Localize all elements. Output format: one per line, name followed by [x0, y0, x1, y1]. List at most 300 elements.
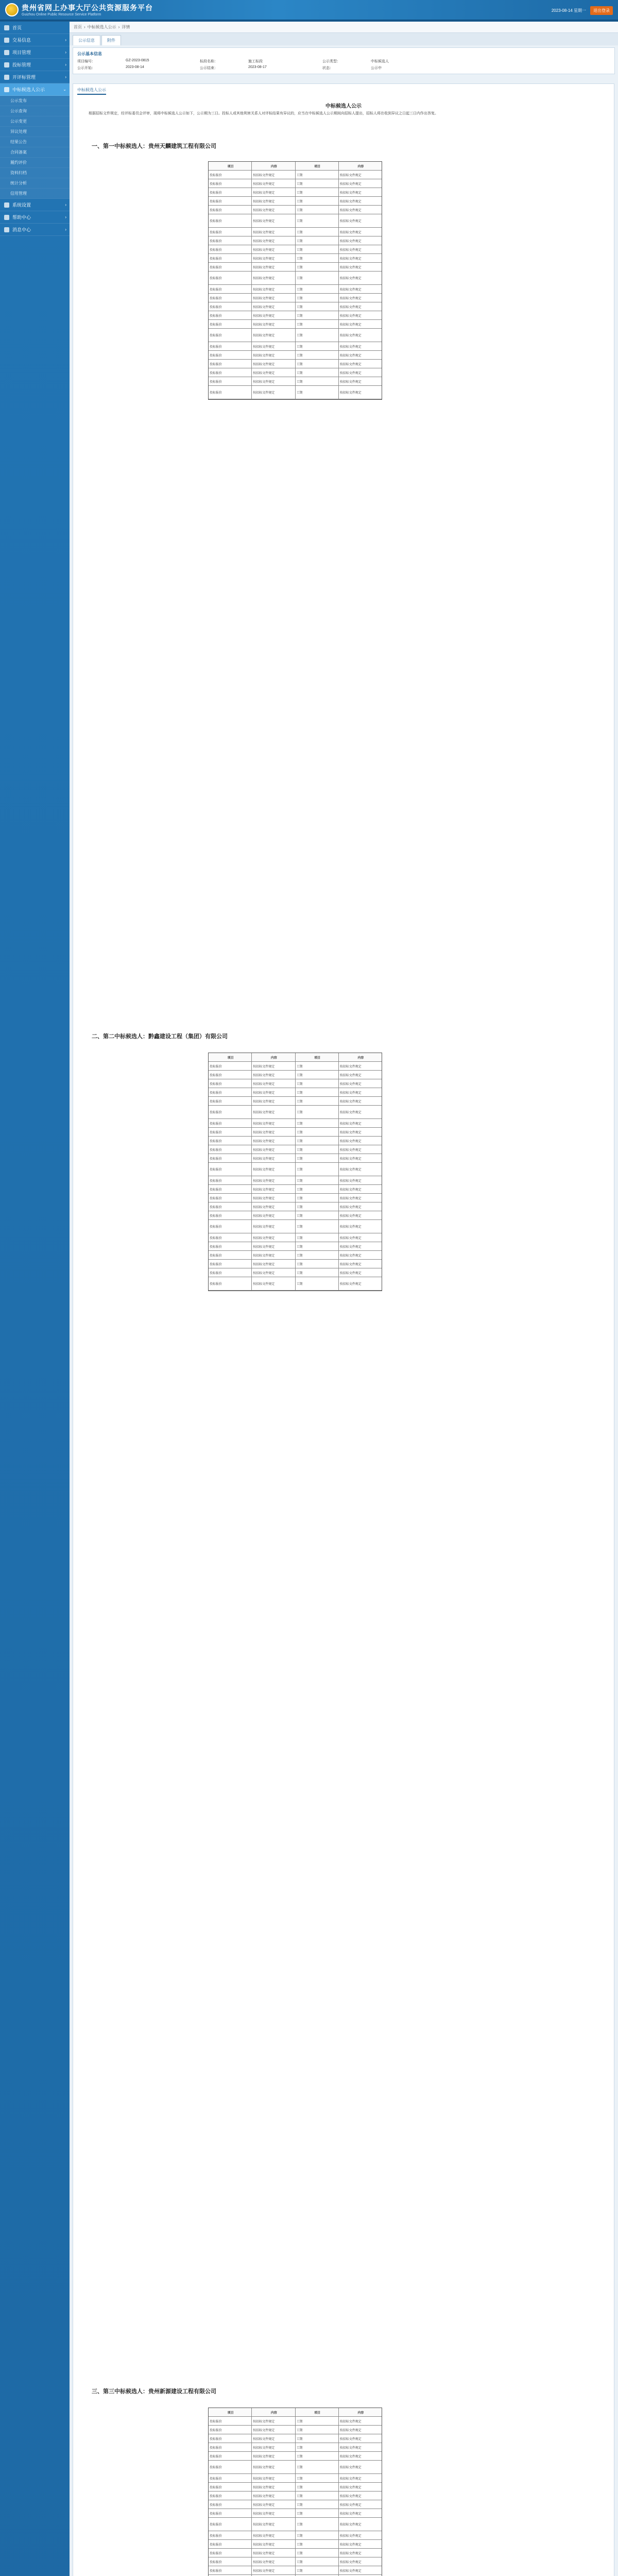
table-cell: 投标报价 — [209, 386, 252, 399]
table-cell: 工期 — [296, 2483, 339, 2491]
table-cell: 工期 — [296, 197, 339, 205]
table-cell: 按招标文件规定 — [252, 206, 295, 214]
candidate-table — [208, 1053, 382, 1291]
table-cell: 按招标文件规定 — [339, 2569, 362, 2573]
table-cell: 投标报价 — [209, 2509, 252, 2517]
table-row — [209, 368, 382, 377]
table-row — [209, 2461, 382, 2474]
table-cell: 按招标文件规定 — [252, 263, 295, 271]
table-cell: 按招标文件规定 — [252, 1211, 295, 1219]
table-cell: 投标报价 — [209, 1251, 252, 1259]
sidebar-item-projects[interactable]: 项目管理 › — [0, 46, 70, 59]
table-cell: 投标报价 — [209, 2417, 252, 2425]
table-cell: 投标报价 — [209, 368, 252, 377]
table-cell: 投标报价 — [209, 2531, 252, 2539]
table-cell: 投标报价 — [209, 2443, 252, 2451]
table-cell: 按招标文件规定 — [339, 209, 362, 212]
table-row — [209, 1088, 382, 1097]
field-label: 公示结束： — [200, 66, 218, 70]
table-cell: 按招标文件规定 — [252, 245, 295, 253]
logout-button[interactable]: 退出登录 — [590, 6, 613, 15]
table-header-cell: 项目 — [209, 162, 252, 170]
table-cell: 按招标文件规定 — [339, 2429, 362, 2432]
table-cell: 投标报价 — [209, 228, 252, 236]
table-row — [209, 2518, 382, 2531]
table-cell: 工期 — [296, 1071, 339, 1079]
table-cell: 按招标文件规定 — [252, 294, 295, 302]
table-row — [209, 1277, 382, 1291]
table-cell: 按招标文件规定 — [339, 220, 362, 223]
table-cell: 投标报价 — [209, 2566, 252, 2574]
sidebar-subitem[interactable]: 异议处理 — [0, 127, 70, 137]
table-cell: 按招标文件规定 — [252, 2531, 295, 2539]
table-cell: 投标报价 — [209, 2461, 252, 2473]
table-header-cell: 项目 — [296, 1053, 339, 1061]
table-cell: 按招标文件规定 — [339, 1131, 362, 1134]
table-row — [209, 386, 382, 399]
sidebar-item-candidate-notice[interactable]: 中标候选人公示 ⌄ — [0, 83, 70, 96]
table-cell: 按招标文件规定 — [252, 2557, 295, 2566]
table-cell: 按招标文件规定 — [252, 2434, 295, 2443]
table-cell: 按招标文件规定 — [252, 228, 295, 236]
field-label: 状态： — [322, 66, 333, 70]
table-cell: 按招标文件规定 — [339, 1206, 362, 1209]
table-row — [209, 1119, 382, 1128]
table-row — [209, 342, 382, 351]
table-header-cell: 项目 — [209, 2408, 252, 2416]
table-cell: 工期 — [296, 2500, 339, 2509]
table-cell: 按招标文件规定 — [339, 2486, 362, 2489]
table-cell: 按招标文件规定 — [339, 2446, 362, 2450]
table-cell: 投标报价 — [209, 285, 252, 293]
table-cell: 按招标文件规定 — [252, 1137, 295, 1145]
candidate-table — [208, 2408, 382, 2576]
sidebar-item-help[interactable]: 帮助中心 › — [0, 211, 70, 224]
table-row — [209, 228, 382, 236]
table-row — [209, 320, 382, 329]
table-cell: 工期 — [296, 236, 339, 245]
table-row — [209, 1097, 382, 1106]
gavel-icon — [4, 75, 9, 80]
table-cell: 工期 — [296, 1088, 339, 1096]
table-cell: 按招标文件规定 — [339, 1148, 362, 1152]
table-cell: 按招标文件规定 — [252, 1154, 295, 1162]
table-cell: 投标报价 — [209, 2518, 252, 2531]
table-row — [209, 2531, 382, 2540]
chevron-right-icon: › — [65, 50, 66, 55]
table-cell: 按招标文件规定 — [252, 386, 295, 399]
table-cell: 按招标文件规定 — [339, 257, 362, 261]
table-cell: 工期 — [296, 2518, 339, 2531]
table-cell: 按招标文件规定 — [252, 2549, 295, 2557]
table-cell: 工期 — [296, 179, 339, 188]
table-cell: 工期 — [296, 1211, 339, 1219]
table-row — [209, 1163, 382, 1176]
table-cell: 按招标文件规定 — [339, 345, 362, 349]
table-cell: 工期 — [296, 377, 339, 385]
table-cell: 投标报价 — [209, 2500, 252, 2509]
table-cell: 按招标文件规定 — [339, 2455, 362, 2459]
sidebar-subitem[interactable]: 合同备案 — [0, 147, 70, 158]
table-row — [209, 206, 382, 214]
table-cell: 按招标文件规定 — [339, 306, 362, 309]
table-cell: 按招标文件规定 — [339, 2503, 362, 2507]
table-cell: 按招标文件规定 — [252, 2474, 295, 2482]
table-cell: 工期 — [296, 1062, 339, 1070]
table-cell: 按招标文件规定 — [252, 2452, 295, 2460]
table-header-row — [209, 162, 382, 171]
table-cell: 工期 — [296, 342, 339, 350]
table-cell: 工期 — [296, 1260, 339, 1268]
table-cell: 按招标文件规定 — [252, 2426, 295, 2434]
table-cell: 工期 — [296, 2531, 339, 2539]
table-cell: 投标报价 — [209, 1097, 252, 1105]
chevron-right-icon: › — [65, 215, 66, 219]
table-cell: 投标报价 — [209, 1106, 252, 1118]
table-cell: 按招标文件规定 — [252, 377, 295, 385]
header-clock: 2023-08-14 星期一 — [551, 8, 586, 13]
sidebar-item-settings[interactable]: 系统设置 › — [0, 199, 70, 211]
tab-notice-info[interactable]: 公示信息 — [73, 35, 100, 45]
table-cell: 投标报价 — [209, 2557, 252, 2566]
section-heading: 二、第二中标候选人：黔鑫建设工程（集团）有限公司 — [92, 1033, 228, 1040]
table-header-cell: 内容 — [339, 2408, 382, 2416]
table-cell: 投标报价 — [209, 188, 252, 196]
table-cell: 投标报价 — [209, 1233, 252, 1242]
table-cell: 按招标文件规定 — [252, 1277, 295, 1290]
field-label: 项目编号： — [77, 60, 95, 63]
table-cell: 投标报价 — [209, 377, 252, 385]
table-header-row — [209, 2408, 382, 2417]
table-cell: 按招标文件规定 — [252, 302, 295, 311]
table-cell: 工期 — [296, 1097, 339, 1105]
table-cell: 工期 — [296, 171, 339, 179]
table-cell: 工期 — [296, 2417, 339, 2425]
table-cell: 按招标文件规定 — [252, 2540, 295, 2548]
table-cell: 工期 — [296, 206, 339, 214]
table-header-cell: 内容 — [252, 2408, 295, 2416]
table-cell: 工期 — [296, 214, 339, 227]
table-row — [209, 377, 382, 386]
table-cell: 按招标文件规定 — [339, 2512, 362, 2516]
table-row — [209, 2443, 382, 2452]
table-header-cell: 内容 — [339, 1053, 382, 1061]
table-row — [209, 214, 382, 228]
table-cell: 按招标文件规定 — [339, 277, 362, 280]
table-cell: 工期 — [296, 1251, 339, 1259]
table-cell: 按招标文件规定 — [339, 297, 362, 300]
field-label: 公示开始： — [77, 66, 95, 70]
table-row — [209, 302, 382, 311]
table-cell: 按招标文件规定 — [252, 2443, 295, 2451]
breadcrumb-item[interactable]: 中标候选人公示 — [87, 25, 116, 29]
table-header-cell: 内容 — [252, 1053, 295, 1061]
table-cell: 投标报价 — [209, 1202, 252, 1211]
table-row — [209, 1220, 382, 1233]
table-cell: 工期 — [296, 2434, 339, 2443]
table-cell: 按招标文件规定 — [252, 1128, 295, 1136]
table-cell: 投标报价 — [209, 1154, 252, 1162]
table-cell: 按招标文件规定 — [252, 2492, 295, 2500]
table-cell: 投标报价 — [209, 179, 252, 188]
sidebar-subitem[interactable]: 公示变更 — [0, 116, 70, 127]
table-cell: 按招标文件规定 — [252, 311, 295, 319]
table-cell: 按招标文件规定 — [339, 288, 362, 292]
table-cell: 按招标文件规定 — [339, 191, 362, 195]
sidebar-subitem[interactable]: 统计分析 — [0, 178, 70, 189]
table-header-row — [209, 1053, 382, 1062]
field-label: 公示类型： — [322, 60, 340, 63]
table-cell: 按招标文件规定 — [252, 1088, 295, 1096]
table-cell: 工期 — [296, 1277, 339, 1290]
sidebar-item-home[interactable]: 首页 — [0, 22, 70, 34]
table-row — [209, 1211, 382, 1220]
table-cell: 按招标文件规定 — [339, 1140, 362, 1143]
table-row — [209, 1145, 382, 1154]
table-cell: 工期 — [296, 1194, 339, 1202]
table-cell: 按招标文件规定 — [252, 1071, 295, 1079]
table-cell: 工期 — [296, 2549, 339, 2557]
table-cell: 按招标文件规定 — [339, 182, 362, 186]
table-cell: 按招标文件规定 — [252, 188, 295, 196]
table-cell: 按招标文件规定 — [252, 2518, 295, 2531]
table-cell: 按招标文件规定 — [339, 1111, 362, 1114]
table-cell: 工期 — [296, 329, 339, 342]
table-row — [209, 254, 382, 263]
table-cell: 工期 — [296, 2443, 339, 2451]
table-cell: 工期 — [296, 228, 339, 236]
table-cell: 按招标文件规定 — [252, 2566, 295, 2574]
table-cell: 按招标文件规定 — [339, 2466, 362, 2469]
table-cell: 投标报价 — [209, 2426, 252, 2434]
document-panel — [73, 83, 614, 2576]
table-cell: 按招标文件规定 — [252, 1062, 295, 1070]
table-row — [209, 2509, 382, 2518]
table-cell: 工期 — [296, 1220, 339, 1233]
table-cell: 投标报价 — [209, 206, 252, 214]
table-cell: 工期 — [296, 2557, 339, 2566]
table-cell: 按招标文件规定 — [252, 360, 295, 368]
table-cell: 按招标文件规定 — [339, 2420, 362, 2424]
table-cell: 投标报价 — [209, 236, 252, 245]
table-cell: 按招标文件规定 — [252, 1097, 295, 1105]
chevron-right-icon: › — [65, 38, 66, 42]
table-cell: 按招标文件规定 — [339, 2523, 362, 2527]
table-row — [209, 2426, 382, 2434]
table-row — [209, 285, 382, 294]
table-cell: 按招标文件规定 — [252, 1163, 295, 1176]
sidebar-subitem[interactable]: 公示查询 — [0, 106, 70, 116]
field-value: 公示中 — [371, 66, 382, 70]
table-cell: 按招标文件规定 — [339, 323, 362, 327]
table-cell: 按招标文件规定 — [339, 2552, 362, 2555]
chevron-right-icon: › — [65, 202, 66, 207]
document-intro: 根据招标文件规定，经评标委员会评审，现将中标候选人公示如下，公示期为三日。投标人或其他利害关系人对评标结果有异议的，应当在中标候选人公示期间向招标人提出，招标人将在收到异议之日起三日内作出答复。 — [89, 112, 438, 115]
table-cell: 投标报价 — [209, 197, 252, 205]
table-cell: 按招标文件规定 — [339, 1197, 362, 1200]
table-cell: 工期 — [296, 2566, 339, 2574]
table-cell: 按招标文件规定 — [339, 380, 362, 384]
table-cell: 投标报价 — [209, 214, 252, 227]
table-cell: 工期 — [296, 245, 339, 253]
table-row — [209, 329, 382, 342]
table-cell: 按招标文件规定 — [252, 329, 295, 342]
table-cell: 工期 — [296, 311, 339, 319]
field-value: 中标候选人 — [371, 60, 389, 63]
table-cell: 投标报价 — [209, 1176, 252, 1184]
table-cell: 工期 — [296, 2452, 339, 2460]
table-cell: 按招标文件规定 — [339, 354, 362, 358]
table-cell: 按招标文件规定 — [252, 1079, 295, 1088]
sidebar-subitem[interactable]: 信用管理 — [0, 189, 70, 199]
main-content — [70, 22, 618, 2576]
document-tab[interactable]: 中标候选人公示 — [77, 87, 106, 95]
table-row — [209, 2417, 382, 2426]
table-row — [209, 2500, 382, 2509]
table-cell: 工期 — [296, 1128, 339, 1136]
table-header-cell: 内容 — [252, 162, 295, 170]
table-row — [209, 294, 382, 302]
table-cell: 投标报价 — [209, 1260, 252, 1268]
table-cell: 投标报价 — [209, 1242, 252, 1250]
table-cell: 工期 — [296, 1202, 339, 1211]
table-cell: 投标报价 — [209, 171, 252, 179]
table-cell: 投标报价 — [209, 320, 252, 328]
table-cell: 投标报价 — [209, 329, 252, 342]
table-cell: 按招标文件规定 — [252, 2461, 295, 2473]
table-cell: 按招标文件规定 — [252, 1106, 295, 1118]
notice-icon — [4, 87, 9, 92]
sidebar-item-messages[interactable]: 消息中心 › — [0, 224, 70, 236]
tab-bar — [70, 33, 618, 45]
table-cell: 按招标文件规定 — [252, 1268, 295, 1277]
table-header-cell: 项目 — [296, 162, 339, 170]
candidate-table — [208, 161, 382, 400]
table-cell: 投标报价 — [209, 254, 252, 262]
table-row — [209, 245, 382, 254]
table-row — [209, 1268, 382, 1277]
emblem-icon — [5, 3, 19, 16]
site-logo[interactable] — [5, 3, 153, 16]
table-row — [209, 2492, 382, 2500]
sidebar-subitem[interactable]: 公示发布 — [0, 96, 70, 106]
table-cell: 工期 — [296, 2426, 339, 2434]
table-row — [209, 1242, 382, 1251]
table-cell: 工期 — [296, 285, 339, 293]
table-row — [209, 1154, 382, 1163]
section-heading: 一、第一中标候选人：贵州天麟建筑工程有限公司 — [92, 143, 216, 149]
table-cell: 投标报价 — [209, 1145, 252, 1154]
table-cell: 工期 — [296, 1106, 339, 1118]
table-cell: 投标报价 — [209, 1062, 252, 1070]
table-cell: 工期 — [296, 368, 339, 377]
sidebar-subitem[interactable]: 履约评价 — [0, 158, 70, 168]
table-cell: 投标报价 — [209, 1277, 252, 1290]
site-title: 贵州省网上办事大厅公共资源服务平台 — [22, 4, 153, 12]
table-cell: 投标报价 — [209, 311, 252, 319]
tab-attachments[interactable]: 附件 — [101, 35, 121, 45]
table-cell: 按招标文件规定 — [252, 351, 295, 359]
table-cell: 按招标文件规定 — [339, 2561, 362, 2564]
table-cell: 按招标文件规定 — [339, 174, 362, 177]
table-cell: 投标报价 — [209, 1163, 252, 1176]
table-cell: 工期 — [296, 1137, 339, 1145]
sidebar-item-evaluation[interactable]: 开评标管理 › — [0, 71, 70, 83]
table-cell: 按招标文件规定 — [252, 197, 295, 205]
sidebar-item-bids[interactable]: 投标管理 › — [0, 59, 70, 71]
table-row — [209, 2540, 382, 2549]
table-row — [209, 2483, 382, 2492]
table-cell: 按招标文件规定 — [252, 179, 295, 188]
table-cell: 按招标文件规定 — [339, 2477, 362, 2481]
sidebar-subitem[interactable]: 结果公告 — [0, 137, 70, 147]
table-row — [209, 179, 382, 188]
doc-icon — [4, 62, 9, 67]
table-cell: 投标报价 — [209, 1268, 252, 1277]
table-cell: 按招标文件规定 — [252, 2483, 295, 2491]
table-cell: 投标报价 — [209, 2474, 252, 2482]
table-cell: 工期 — [296, 254, 339, 262]
table-cell: 按招标文件规定 — [252, 342, 295, 350]
table-cell: 投标报价 — [209, 1211, 252, 1219]
sidebar-subitem[interactable]: 资料归档 — [0, 168, 70, 178]
table-cell: 投标报价 — [209, 245, 252, 253]
table-cell: 工期 — [296, 294, 339, 302]
table-cell: 按招标文件规定 — [339, 2543, 362, 2547]
table-cell: 按招标文件规定 — [252, 1242, 295, 1250]
table-cell: 投标报价 — [209, 2540, 252, 2548]
sidebar-item-trade-info[interactable]: 交易信息 › — [0, 34, 70, 46]
table-header-cell: 项目 — [296, 2408, 339, 2416]
table-row — [209, 1137, 382, 1145]
table-cell: 按招标文件规定 — [339, 200, 362, 204]
table-cell: 按招标文件规定 — [339, 363, 362, 366]
table-cell: 工期 — [296, 2474, 339, 2482]
table-row — [209, 263, 382, 272]
table-row — [209, 188, 382, 197]
table-cell: 投标报价 — [209, 2434, 252, 2443]
table-cell: 按招标文件规定 — [252, 171, 295, 179]
table-row — [209, 1071, 382, 1079]
table-cell: 投标报价 — [209, 351, 252, 359]
table-cell: 按招标文件规定 — [252, 1260, 295, 1268]
table-cell: 投标报价 — [209, 1194, 252, 1202]
table-cell: 投标报价 — [209, 2483, 252, 2491]
table-cell: 工期 — [296, 1268, 339, 1277]
help-icon — [4, 215, 9, 220]
table-row — [209, 360, 382, 368]
folder-icon — [4, 50, 9, 55]
breadcrumb-item[interactable]: 首页 — [74, 25, 82, 29]
table-cell: 投标报价 — [209, 1128, 252, 1136]
table-cell: 工期 — [296, 1154, 339, 1162]
table-cell: 按招标文件规定 — [252, 2509, 295, 2517]
table-row — [209, 171, 382, 179]
table-cell: 投标报价 — [209, 302, 252, 311]
chevron-right-icon: › — [65, 62, 66, 67]
table-cell: 工期 — [296, 351, 339, 359]
table-cell: 投标报价 — [209, 1071, 252, 1079]
table-cell: 投标报价 — [209, 1088, 252, 1096]
table-cell: 按招标文件规定 — [339, 314, 362, 318]
table-cell: 投标报价 — [209, 1137, 252, 1145]
table-cell: 按招标文件规定 — [339, 1214, 362, 1218]
table-cell: 工期 — [296, 1185, 339, 1193]
table-row — [209, 236, 382, 245]
table-row — [209, 1185, 382, 1194]
table-cell: 按招标文件规定 — [339, 248, 362, 252]
table-cell: 工期 — [296, 272, 339, 284]
